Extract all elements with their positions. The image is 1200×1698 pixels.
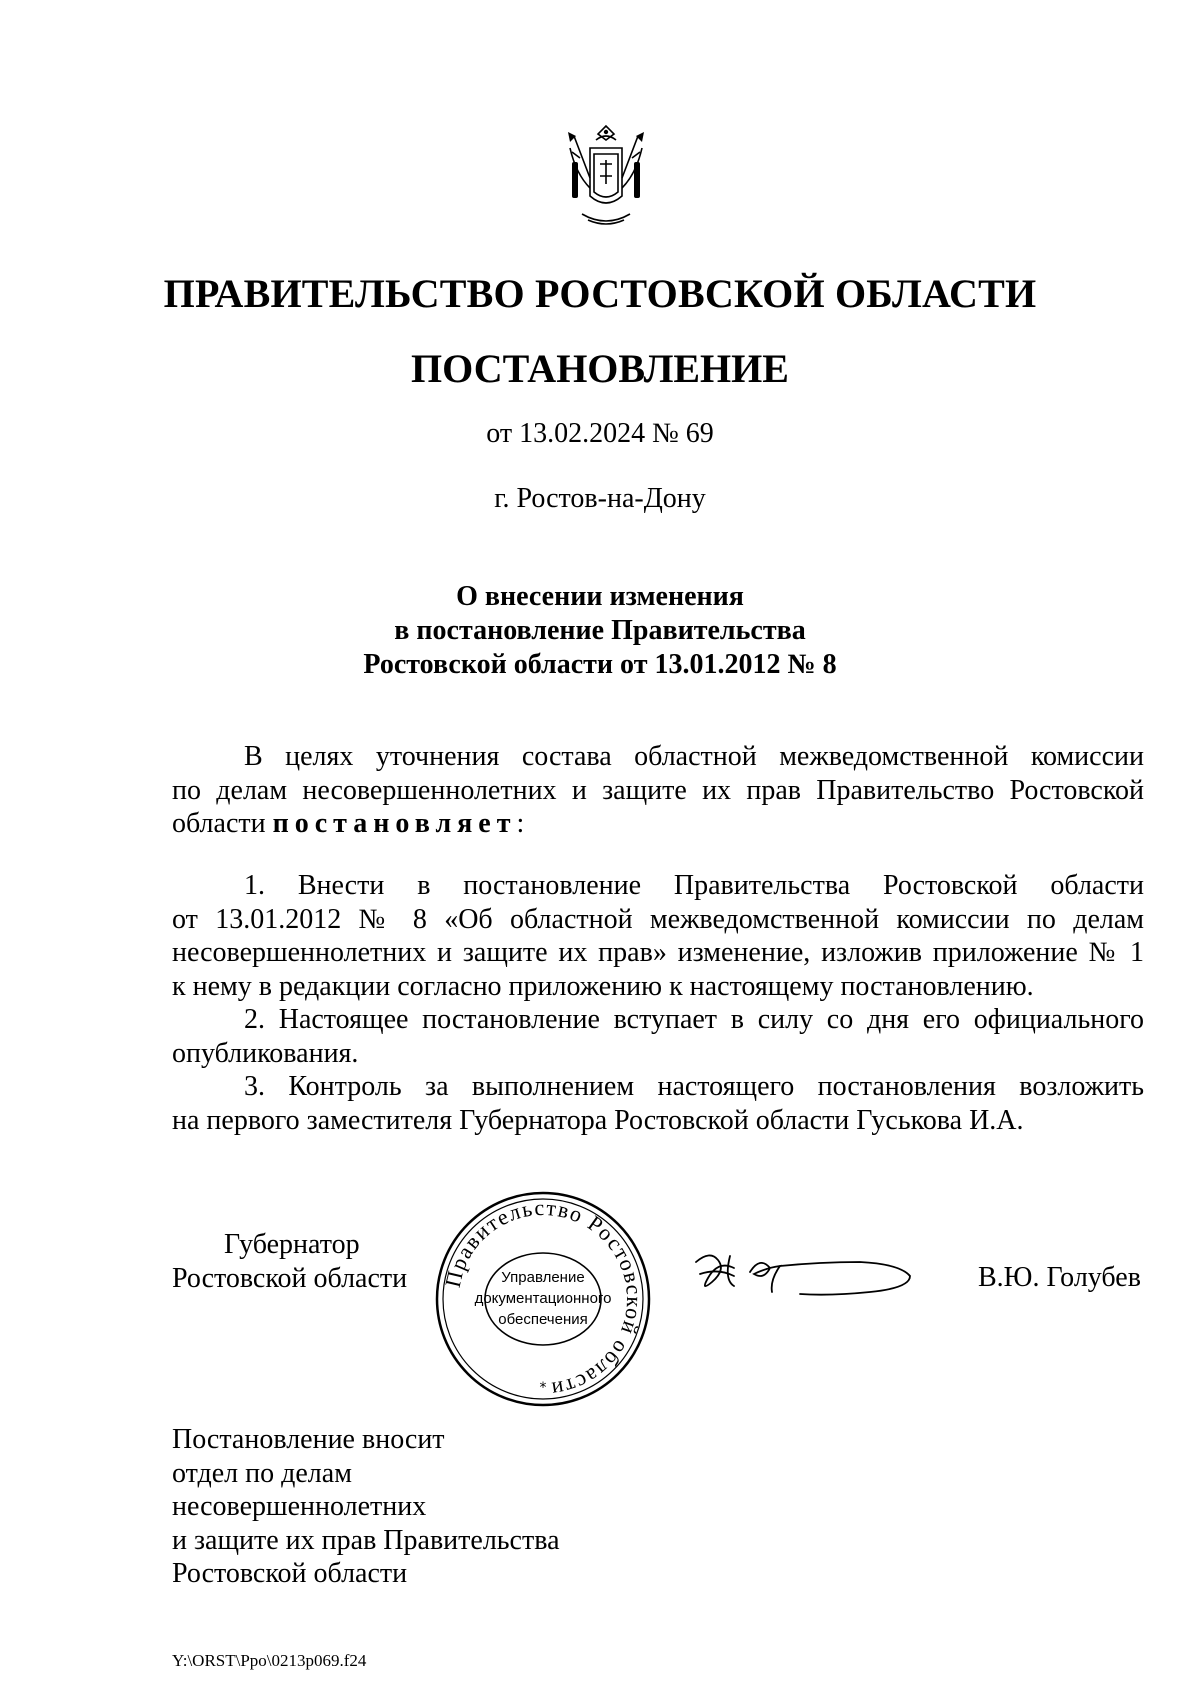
item-2-paragraph: [172, 1003, 1144, 1070]
paragraph-line: от 13.01.2012 № 8 «Об областной межведомственной комиссии по делам: [172, 903, 1144, 935]
coat-of-arms-icon: [560, 118, 652, 236]
signatory-name: В.Ю. Голубев: [978, 1262, 1141, 1293]
decree-word: постановляет: [272, 808, 517, 839]
seal-outer-text: Правительство Ростовской области: [439, 1194, 648, 1403]
intro-prefix: области: [172, 808, 273, 839]
document-place: г. Ростов-на-Дону: [494, 483, 706, 514]
handwritten-signature-icon: [690, 1244, 930, 1304]
paragraph-line: В целях уточнения состава областной межведомственной комиссии: [244, 741, 1144, 772]
paragraph-line: [172, 807, 1144, 841]
file-path-footer: Y:\ORST\Ppo\0213p069.f24: [172, 1651, 367, 1670]
document-subject: [0, 580, 1200, 682]
intro-paragraph: [172, 740, 1144, 841]
item-1-paragraph: [172, 869, 1144, 1003]
seal-star-icon: *: [539, 1380, 547, 1396]
organization-title: ПРАВИТЕЛЬСТВО РОСТОВСКОЙ ОБЛАСТИ: [163, 271, 1037, 316]
submitted-by-line: и защите их прав Правительства: [172, 1524, 560, 1556]
paragraph-line: 3. Контроль за выполнением настоящего постановления возложить: [244, 1071, 1144, 1102]
submitted-by-line: отдел по делам: [172, 1457, 352, 1489]
seal-inner-line: документационного: [474, 1290, 612, 1307]
seal-inner-line: обеспечения: [498, 1311, 588, 1328]
signatory-position-line: Губернатор: [224, 1229, 360, 1260]
document-type-title: ПОСТАНОВЛЕНИЕ: [411, 346, 789, 391]
seal-inner-line: Управление: [501, 1269, 585, 1286]
paragraph-line: 1. Внести в постановление Правительства Ростовской области: [244, 870, 1144, 901]
paragraph-line: к нему в редакции согласно приложению к настоящему постановлению.: [172, 970, 1034, 1002]
submitted-by-block: [172, 1423, 560, 1591]
paragraph-line: на первого заместителя Губернатора Ростовской области Гуськова И.А.: [172, 1104, 1024, 1136]
item-3-paragraph: [172, 1070, 1144, 1137]
signatory-position-line: Ростовской области: [172, 1263, 408, 1294]
document-date-number: от 13.02.2024 № 69: [486, 418, 714, 449]
paragraph-line: опубликования.: [172, 1037, 359, 1069]
paragraph-line: 2. Настоящее постановление вступает в силу со дня его официального: [244, 1004, 1144, 1035]
submitted-by-line: Постановление вносит: [172, 1424, 445, 1455]
intro-suffix: :: [516, 808, 525, 839]
submitted-by-line: Ростовской области: [172, 1558, 408, 1589]
subject-line: Ростовской области от 13.01.2012 № 8: [363, 649, 837, 680]
official-seal-stamp: [432, 1188, 654, 1410]
submitted-by-line: несовершеннолетних: [172, 1491, 427, 1522]
paragraph-line: по делам несовершеннолетних и защите их прав Правительство Ростовской: [172, 774, 1144, 806]
paragraph-line: несовершеннолетних и защите их прав» изменение, изложив приложение № 1: [172, 937, 1144, 968]
subject-line: в постановление Правительства: [394, 615, 806, 646]
subject-line: О внесении изменения: [456, 581, 744, 612]
